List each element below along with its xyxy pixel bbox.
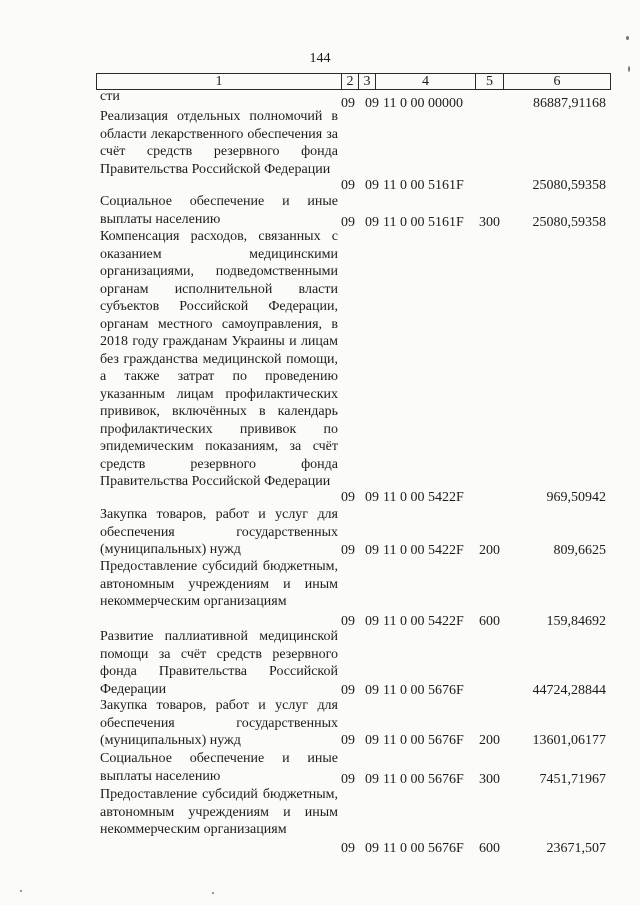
row-description: Закупка товаров, работ и услуг для обеспечения государственных (муниципальных) нужд	[100, 698, 338, 748]
row-expense-type: 600	[479, 614, 500, 629]
row-target-code: 11 0 00 5676F	[383, 841, 464, 856]
row-sum: 25080,59358	[532, 215, 606, 230]
row-target-code: 11 0 00 00000	[383, 96, 463, 111]
header-col-5: 5	[476, 74, 504, 89]
row-target-code: 11 0 00 5161F	[383, 215, 464, 230]
row-razdel: 09	[341, 683, 355, 698]
row-description: Предоставление субсидий бюджетным, автономным учреждениям и иным некоммерческим организациям	[100, 559, 338, 609]
row-sum: 86887,91168	[533, 96, 606, 111]
row-razdel: 09	[341, 614, 355, 629]
header-col-2: 2	[342, 74, 359, 89]
row-sum: 159,84692	[546, 614, 606, 629]
row-target-code: 11 0 00 5676F	[383, 683, 464, 698]
row-razdel: 09	[341, 772, 355, 787]
row-podrazdel: 09	[365, 683, 379, 698]
row-sum: 969,50942	[546, 490, 606, 505]
row-description: Реализация отдельных полномочий в области лекарственного обеспечения за счёт средств резервного фонда Правительства Российской Федерации	[100, 109, 338, 177]
row-podrazdel: 09	[365, 178, 379, 193]
row-sum: 13601,06177	[532, 733, 606, 748]
row-podrazdel: 09	[365, 614, 379, 629]
row-razdel: 09	[341, 543, 355, 558]
row-description: сти	[100, 89, 120, 104]
row-sum: 7451,71967	[539, 772, 606, 787]
row-sum: 23671,507	[546, 841, 606, 856]
row-podrazdel: 09	[365, 490, 379, 505]
row-expense-type: 600	[479, 841, 500, 856]
row-description: Развитие паллиативной медицинской помощи за счёт средств резервного фонда Правительства Российской Федерации	[100, 629, 338, 697]
row-description: Компенсация расходов, связанных с оказанием медицинскими организациями, подведомственными органам исполнительной власти субъектов Российской Федерации, органам местного самоуправления, в 2018 году гражданам Украины и лицам без гражданства медицинской помощи, а также затрат по проведению указанным лицам профилактических прививок, включённых в календарь профилактических прививок по эпидемическим показаниям, за счёт средств резервного фонда Правительства Российской Федерации	[100, 229, 338, 489]
row-razdel: 09	[341, 841, 355, 856]
scan-speck	[628, 66, 630, 72]
row-expense-type: 200	[479, 733, 500, 748]
row-podrazdel: 09	[365, 841, 379, 856]
row-expense-type: 300	[479, 215, 500, 230]
header-col-3: 3	[359, 74, 376, 89]
row-podrazdel: 09	[365, 96, 379, 111]
row-description: Закупка товаров, работ и услуг для обеспечения государственных (муниципальных) нужд	[100, 507, 338, 557]
header-col-4: 4	[376, 74, 476, 89]
row-razdel: 09	[341, 490, 355, 505]
header-col-6: 6	[553, 74, 561, 89]
row-target-code: 11 0 00 5161F	[383, 178, 464, 193]
row-description: Социальное обеспечение и иные выплаты населению	[100, 751, 338, 784]
row-description: Предоставление субсидий бюджетным, автономным учреждениям и иным некоммерческим организациям	[100, 787, 338, 837]
row-target-code: 11 0 00 5676F	[383, 772, 464, 787]
header-col-1: 1	[97, 74, 342, 89]
row-razdel: 09	[341, 96, 355, 111]
row-target-code: 11 0 00 5422F	[383, 614, 464, 629]
row-expense-type: 300	[479, 772, 500, 787]
scan-speck	[20, 890, 22, 892]
scan-speck	[212, 892, 214, 894]
row-target-code: 11 0 00 5422F	[383, 543, 464, 558]
row-razdel: 09	[341, 733, 355, 748]
row-target-code: 11 0 00 5422F	[383, 490, 464, 505]
row-description: Социальное обеспечение и иные выплаты населению	[100, 194, 338, 227]
row-podrazdel: 09	[365, 215, 379, 230]
row-razdel: 09	[341, 215, 355, 230]
row-expense-type: 200	[479, 543, 500, 558]
row-sum: 44724,28844	[532, 683, 606, 698]
row-podrazdel: 09	[365, 772, 379, 787]
scan-speck	[626, 36, 629, 40]
row-sum: 809,6625	[553, 543, 606, 558]
row-podrazdel: 09	[365, 733, 379, 748]
row-target-code: 11 0 00 5676F	[383, 733, 464, 748]
row-podrazdel: 09	[365, 543, 379, 558]
row-razdel: 09	[341, 178, 355, 193]
page-number: 144	[309, 51, 331, 66]
row-sum: 25080,59358	[532, 178, 606, 193]
